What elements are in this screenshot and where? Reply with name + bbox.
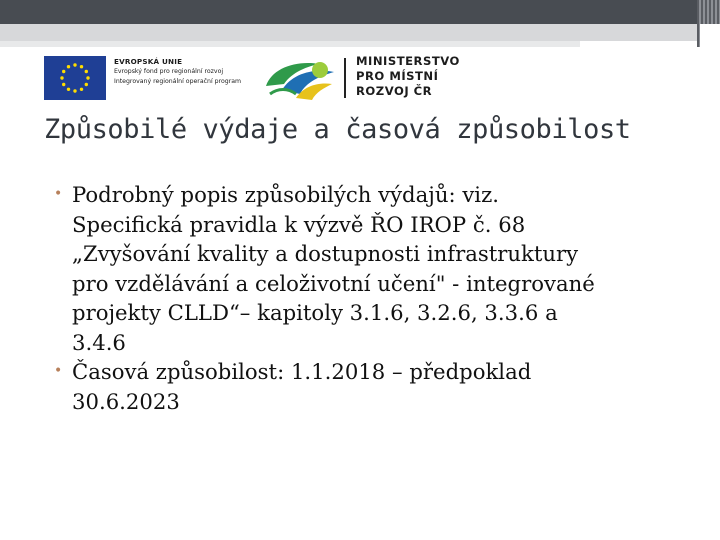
top-bar-dark [0, 0, 697, 24]
eu-logo-title: EVROPSKÁ UNIE [114, 57, 183, 66]
top-bar-light [0, 41, 580, 47]
bullet-line: Podrobný popis způsobilých výdajů: viz. [72, 182, 499, 207]
bullet-line: 3.4.6 [72, 329, 126, 355]
mmr-line: PRO MÍSTNÍ [356, 69, 439, 83]
bullet-item [52, 180, 692, 357]
corner-notch [700, 24, 720, 47]
bullet-line: Časová způsobilost: 1.1.2018 – předpoklad [72, 359, 532, 384]
eu-logo-text [114, 57, 259, 87]
mmr-emblem-icon [262, 56, 337, 102]
mmr-logo-text [356, 54, 460, 99]
bullet-list [52, 180, 692, 416]
bullet-line: projekty CLLD“– kapitoly 3.1.6, 3.2.6, 3.3.6 a [72, 300, 558, 325]
mmr-divider [344, 58, 346, 98]
bullet-line: 30.6.2023 [72, 388, 180, 414]
mmr-line: MINISTERSTVO [356, 54, 460, 68]
top-bar-grey [0, 24, 697, 41]
eu-logo-line: Evropský fond pro regionální rozvoj [114, 68, 224, 75]
bullet-item [52, 357, 692, 416]
mmr-line: ROZVOJ ČR [356, 84, 433, 98]
bullet-line: Specifická pravidla k výzvě ŘO IROP č. 68 [72, 211, 526, 237]
eu-logo [44, 56, 256, 100]
bullet-line: „Zvyšování kvality a dostupnosti infrastruktury [72, 241, 579, 266]
eu-logo-line: Integrovaný regionální operační program [114, 78, 242, 85]
bullet-dot-icon: • [54, 363, 63, 379]
bullet-dot-icon: • [54, 186, 63, 202]
eu-flag-icon [44, 56, 106, 100]
bullet-line: pro vzdělávání a celoživotní učení" - integrované [72, 270, 595, 296]
mmr-logo [262, 54, 462, 104]
slide-title: Způsobilé výdaje a časová způsobilost [44, 114, 631, 145]
